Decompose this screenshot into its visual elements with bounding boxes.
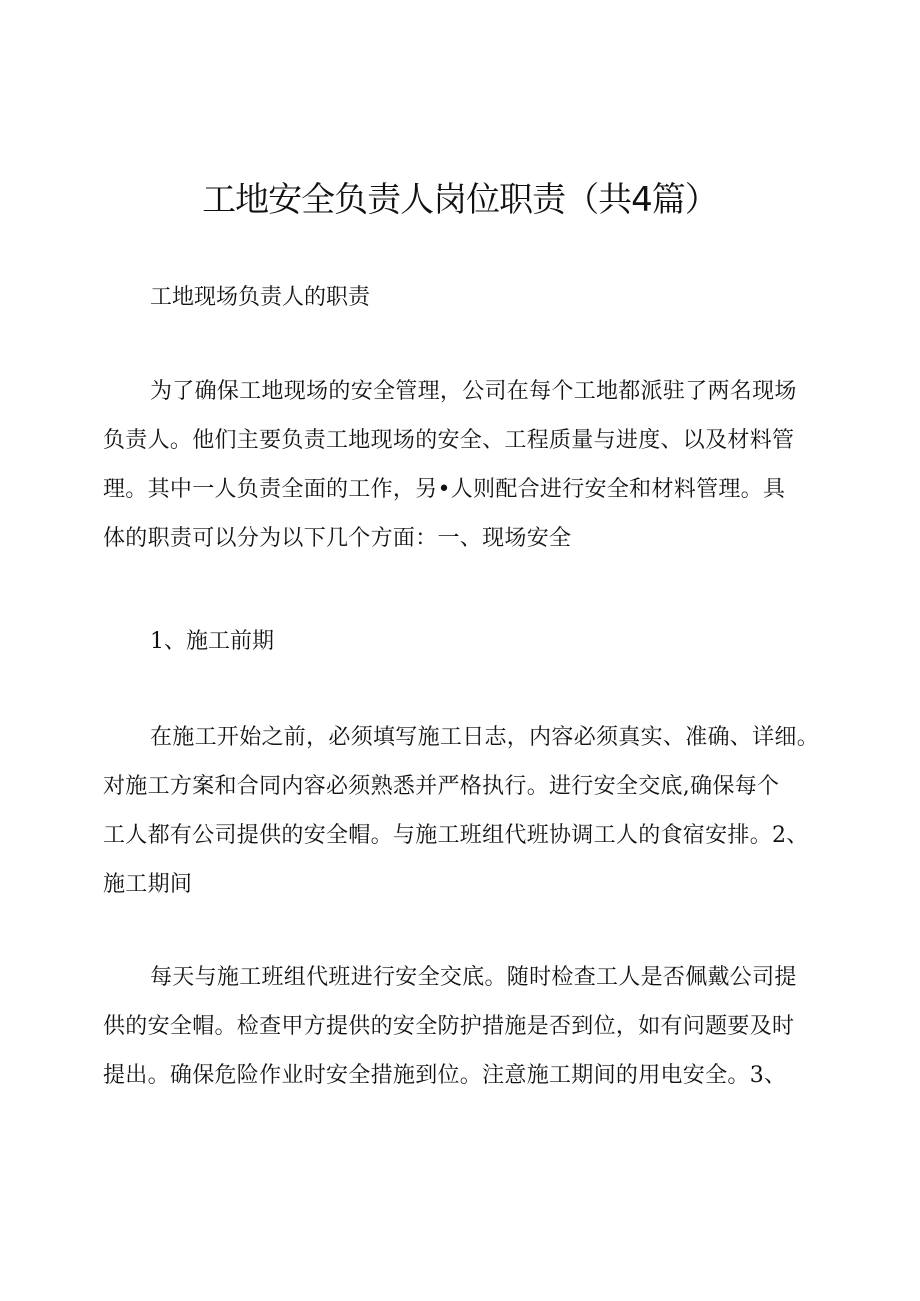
section2-paragraph bbox=[103, 953, 797, 1100]
intro-line-2: 负责人。他们主要负责工地现场的安全、工程质量与进度、以及材料管 bbox=[103, 428, 795, 453]
intro-line-1: 为了确保工地现场的安全管理，公司在每个工地都派驻了两名现场 bbox=[150, 379, 797, 404]
section1-line-2: 对施工方案和合同内容必须熟悉并严格执行。进行安全交底,确保每个 bbox=[103, 774, 780, 799]
section1-heading: 1、施工前期 bbox=[150, 629, 274, 654]
intro-line-3: 理。其中一人负责全面的工作，另•人则配合进行安全和材料管理。具 bbox=[103, 477, 786, 502]
section1-line-1: 在施工开始之前，必须填写施工日志，内容必须真实、准确、详细。 bbox=[150, 725, 820, 750]
page-title: 工地安全负责人岗位职责（共4篇） bbox=[202, 180, 718, 220]
section2-line-2: 供的安全帽。检查甲方提供的安全防护措施是否到位，如有问题要及时 bbox=[103, 1014, 795, 1039]
intro-paragraph bbox=[103, 367, 797, 563]
section2-line-3: 提出。确保危险作业时安全措施到位。注意施工期间的用电安全。3、 bbox=[103, 1063, 787, 1088]
section1-line-4: 施工期间 bbox=[103, 872, 193, 897]
intro-line-4: 体的职责可以分为以下几个方面：一、现场安全 bbox=[103, 526, 572, 551]
section2-line-1: 每天与施工班组代班进行安全交底。随时检查工人是否佩戴公司提 bbox=[150, 965, 797, 990]
section1-line-3: 工人都有公司提供的安全帽。与施工班组代班协调工人的食宿安排。2、 bbox=[103, 823, 809, 848]
section1-paragraph bbox=[103, 713, 819, 909]
subtitle: 工地现场负责人的职责 bbox=[150, 285, 371, 310]
